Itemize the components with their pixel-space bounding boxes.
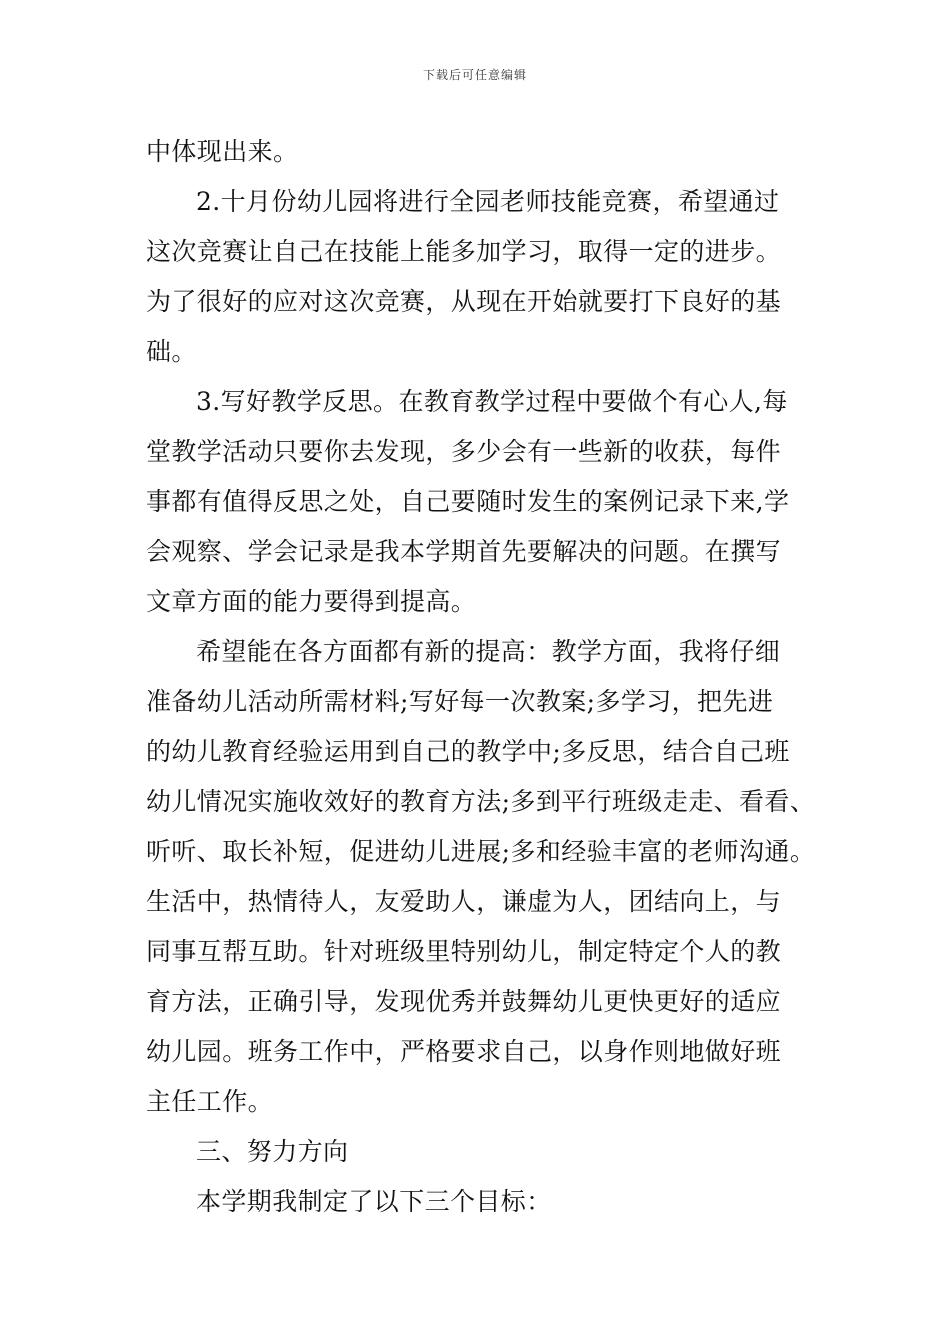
text-line: 本学期我制定了以下三个目标： [196,1187,552,1216]
section-heading: 三、努力方向 [196,1137,349,1166]
text-line: 文章方面的能力要得到提高。 [146,587,477,616]
text-line: 准备幼儿活动所需材料;写好每一次教案;多学习，把先进 [146,687,774,716]
text-line: 幼儿园。班务工作中，严格要求自己，以身作则地做好班 [146,1037,782,1066]
text-line: 听听、取长补短，促进幼儿进展;多和经验丰富的老师沟通。 [146,837,816,866]
text-line: 的幼儿教育经验运用到自己的教学中;多反思，结合自己班 [146,737,790,766]
text-line: 3.写好教学反思。在教育教学过程中要做个有心人,每 [196,387,788,416]
text-line: 幼儿情况实施收效好的教育方法;多到平行班级走走、看看、 [146,787,816,816]
text-line: 堂教学活动只要你去发现，多少会有一些新的收获，每件 [146,437,782,466]
text-line: 同事互帮互助。针对班级里特别幼儿，制定特定个人的教 [146,937,782,966]
text-line: 为了很好的应对这次竞赛，从现在开始就要打下良好的基 [146,287,782,316]
text-line: 希望能在各方面都有新的提高：教学方面，我将仔细 [196,637,781,666]
text-line: 事都有值得反思之处，自己要随时发生的案例记录下来,学 [146,487,790,516]
text-line: 这次竞赛让自己在技能上能多加学习，取得一定的进步。 [146,237,782,266]
text-line: 生活中，热情待人，友爱助人，谦虚为人，团结向上，与 [146,887,782,916]
text-line: 会观察、学会记录是我本学期首先要解决的问题。在撰写 [146,537,782,566]
text-line: 础。 [146,337,197,366]
page-header-note: 下载后可任意编辑 [422,68,527,82]
text-line: 主任工作。 [146,1087,274,1116]
text-line: 2.十月份幼儿园将进行全园老师技能竞赛，希望通过 [196,187,780,216]
text-line: 育方法，正确引导，发现优秀并鼓舞幼儿更快更好的适应 [146,987,782,1016]
document-body [146,127,816,1227]
text-line: 中体现出来。 [146,137,299,166]
